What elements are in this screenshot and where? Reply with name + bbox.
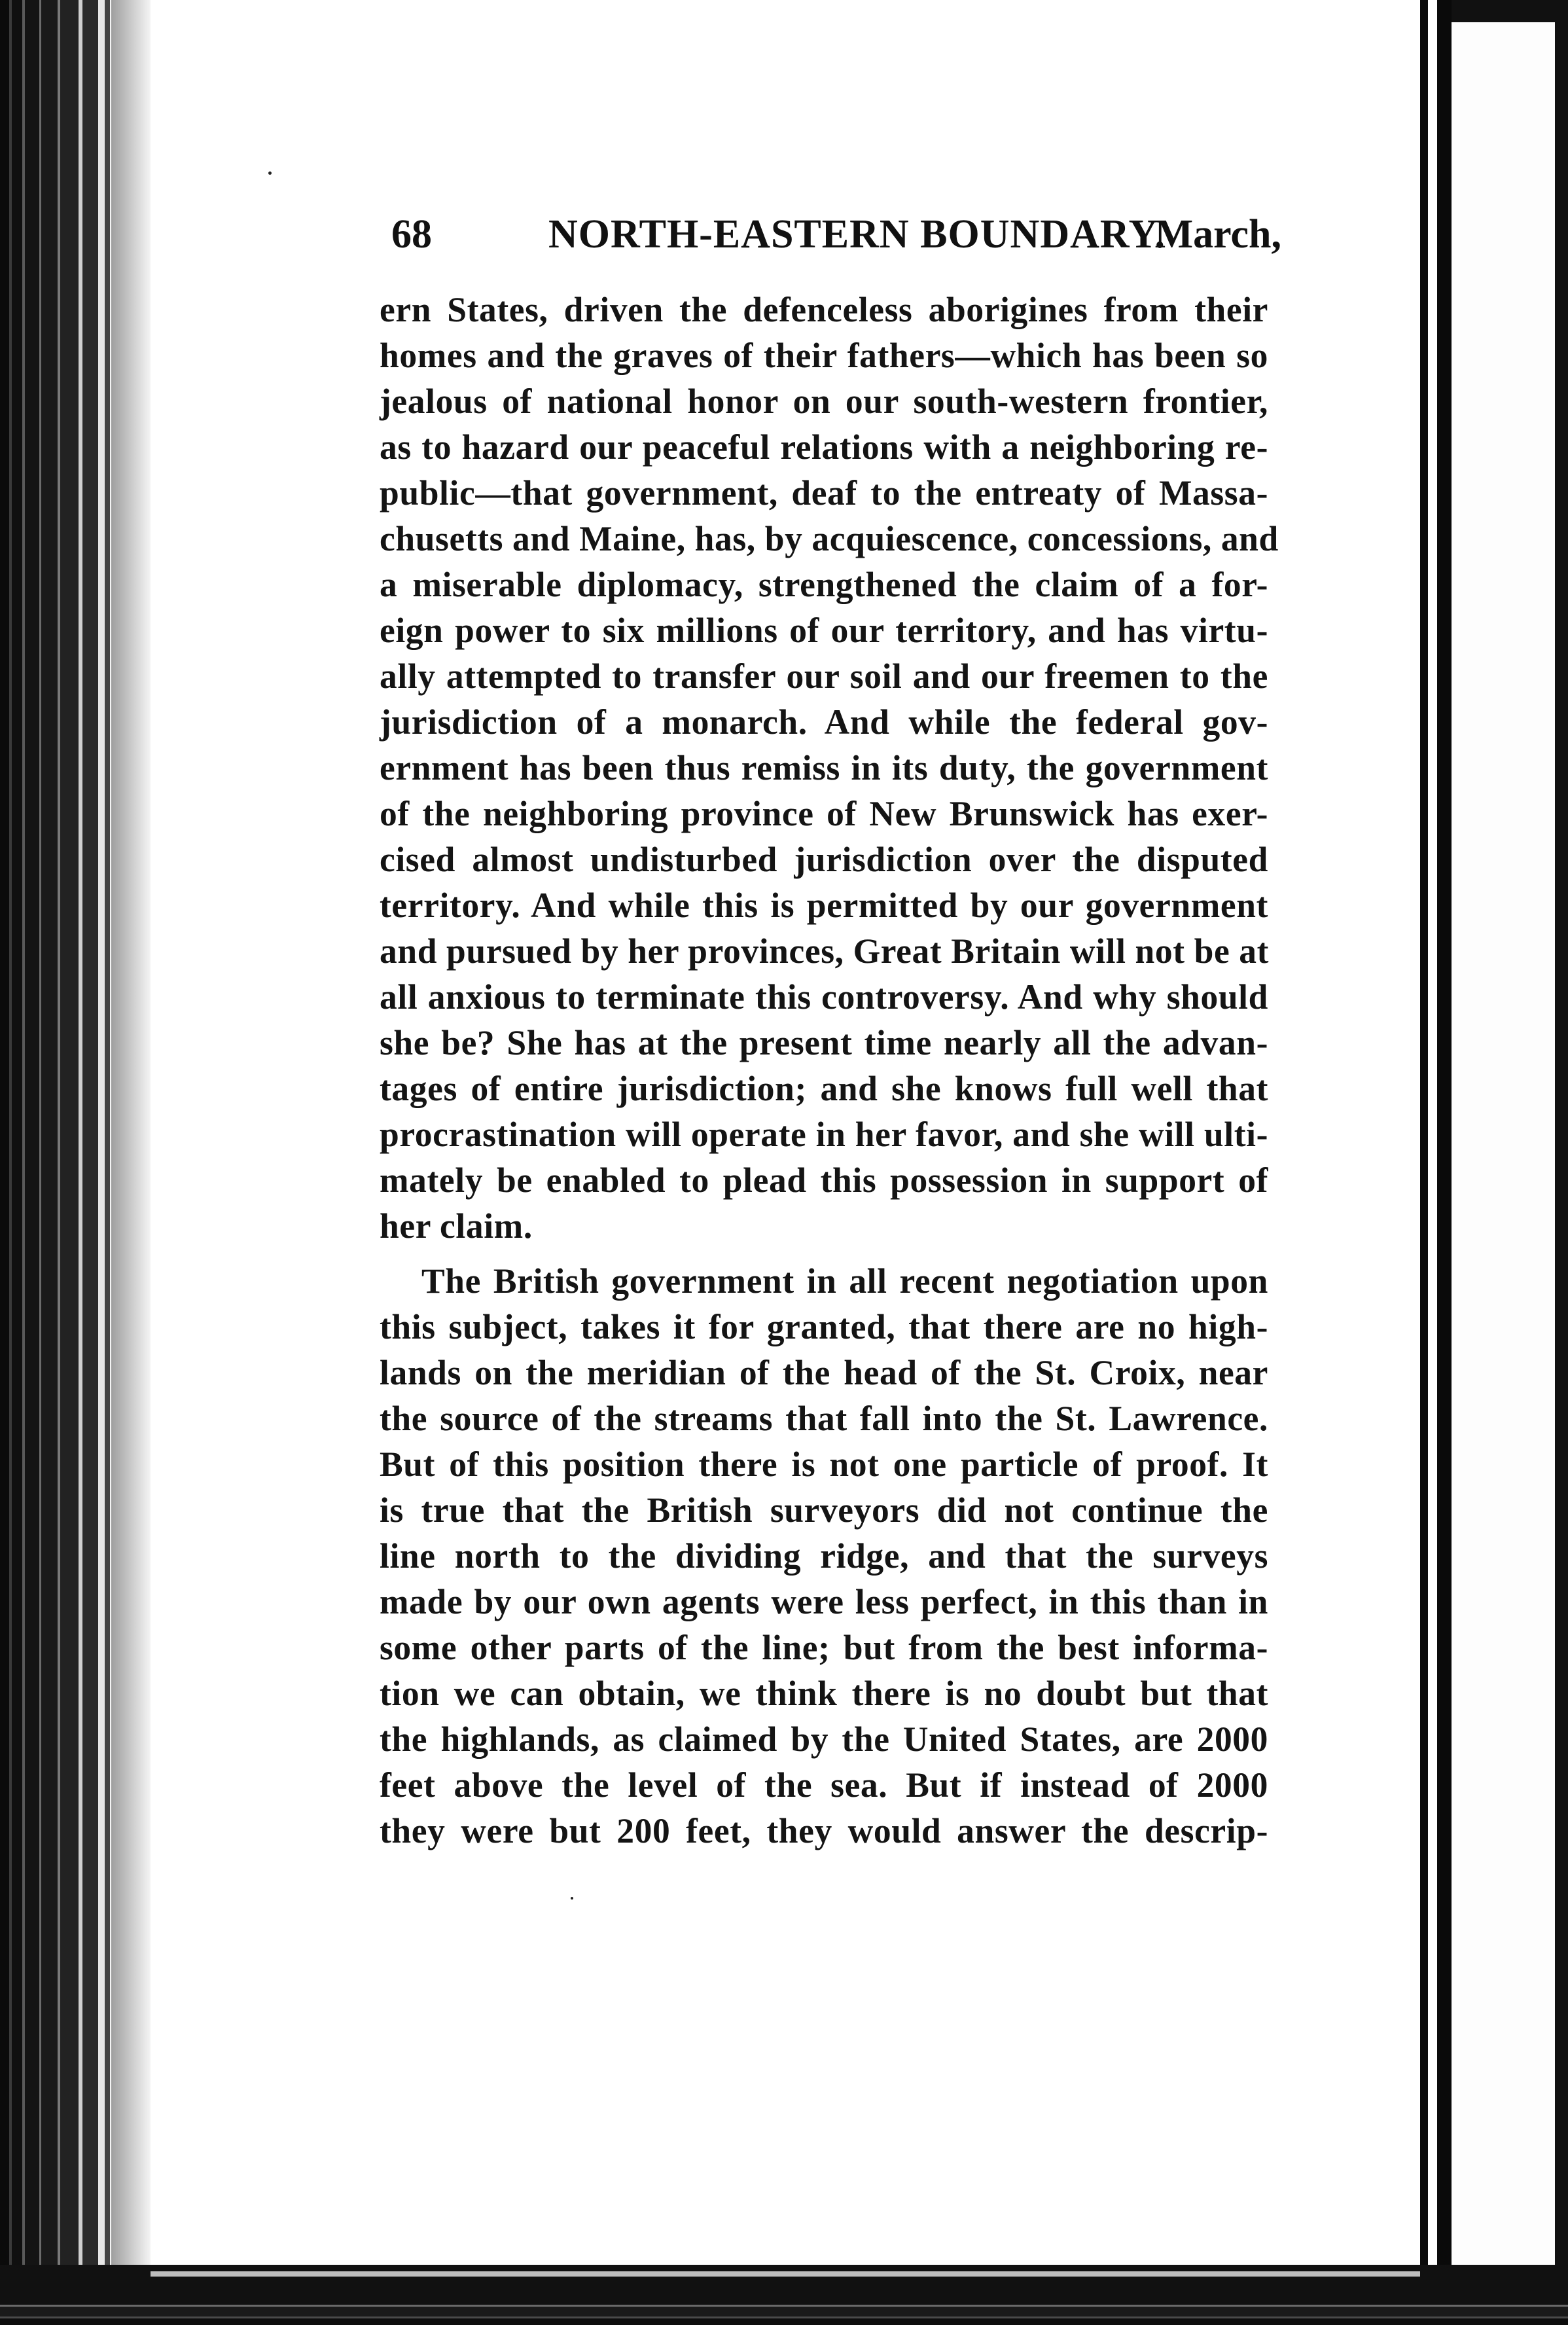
right-gutter-bar [1437, 0, 1452, 2325]
text-line: mately be enabled to plead this possession in support of [380, 1161, 1268, 1200]
text-line: is true that the British surveyors did not continue the [380, 1490, 1268, 1530]
text-line: feet above the level of the sea. But if instead of 2000 [380, 1765, 1268, 1805]
ink-speck [268, 171, 272, 175]
page-number: 68 [391, 212, 432, 257]
text-line: homes and the graves of their fathers—which has been so [380, 336, 1268, 375]
text-line: all anxious to terminate this controversy. And why should [380, 977, 1268, 1017]
text-line: ern States, driven the defenceless aborigines from their [380, 290, 1268, 329]
running-header [391, 208, 1281, 261]
text-line: as to hazard our peaceful relations with a neighboring re- [380, 427, 1268, 467]
bottom-page-edge-highlight [151, 2271, 1420, 2277]
text-line: the source of the streams that fall into the St. Lawrence. [380, 1399, 1268, 1438]
paragraph-2 [380, 1258, 1268, 1854]
text-line: her claim. [380, 1206, 533, 1246]
text-line: public—that government, deaf to the entreaty of Massa- [380, 473, 1268, 513]
paragraph-gap [380, 1249, 1268, 1258]
text-line: territory. And while this is permitted by our government [380, 886, 1268, 925]
left-edge-shadow [111, 0, 151, 2325]
right-margin-strip [1452, 0, 1568, 2325]
right-gutter-line [1420, 0, 1428, 2325]
text-line: line north to the dividing ridge, and that the surveys [380, 1536, 1268, 1576]
running-month: March, [1154, 212, 1281, 257]
text-line: jealous of national honor on our south-western frontier, [380, 382, 1268, 421]
text-line: cised almost undisturbed jurisdiction over the disputed [380, 840, 1268, 879]
text-line: tages of entire jurisdiction; and she knows full well that [380, 1069, 1268, 1108]
text-line: this subject, takes it for granted, that there are no high- [380, 1307, 1268, 1346]
text-line: jurisdiction of a monarch. And while the federal gov- [380, 702, 1268, 742]
text-line: the highlands, as claimed by the United States, are 2000 [380, 1720, 1268, 1759]
text-line: a miserable diplomacy, strengthened the claim of a for- [380, 565, 1268, 604]
text-line: of the neighboring province of New Brunswick has exer- [380, 794, 1268, 833]
text-line: she be? She has at the present time nearly all the advan- [380, 1023, 1268, 1062]
text-line: But of this position there is not one particle of proof. It [380, 1445, 1268, 1484]
ink-speck [571, 1897, 573, 1900]
body-text [380, 287, 1279, 1854]
text-line: tion we can obtain, we think there is no doubt but that [380, 1674, 1268, 1713]
text-line: chusetts and Maine, has, by acquiescence, concessions, and [380, 519, 1279, 558]
text-line: and pursued by her provinces, Great Britain will not be at [380, 931, 1270, 971]
top-right-corner-shadow [1452, 0, 1568, 22]
right-scan-edge [1555, 0, 1568, 2325]
paragraph-1 [380, 287, 1279, 1249]
text-line: lands on the meridian of the head of the St. Croix, near [380, 1353, 1268, 1392]
text-line: eign power to six millions of our territory, and has virtu- [380, 611, 1268, 650]
text-line: The British government in all recent negotiation upon [421, 1261, 1268, 1301]
text-line: some other parts of the line; but from the best informa- [380, 1628, 1268, 1667]
running-title: NORTH-EASTERN BOUNDARY. [548, 212, 1166, 257]
text-line: procrastination will operate in her favor, and she will ulti- [380, 1115, 1268, 1154]
text-line: they were but 200 feet, they would answer the descrip- [380, 1811, 1268, 1850]
text-line: ernment has been thus remiss in its duty, the government [380, 748, 1268, 787]
text-line: ally attempted to transfer our soil and our freemen to the [380, 657, 1268, 696]
text-line: made by our own agents were less perfect, in this than in [380, 1582, 1268, 1621]
